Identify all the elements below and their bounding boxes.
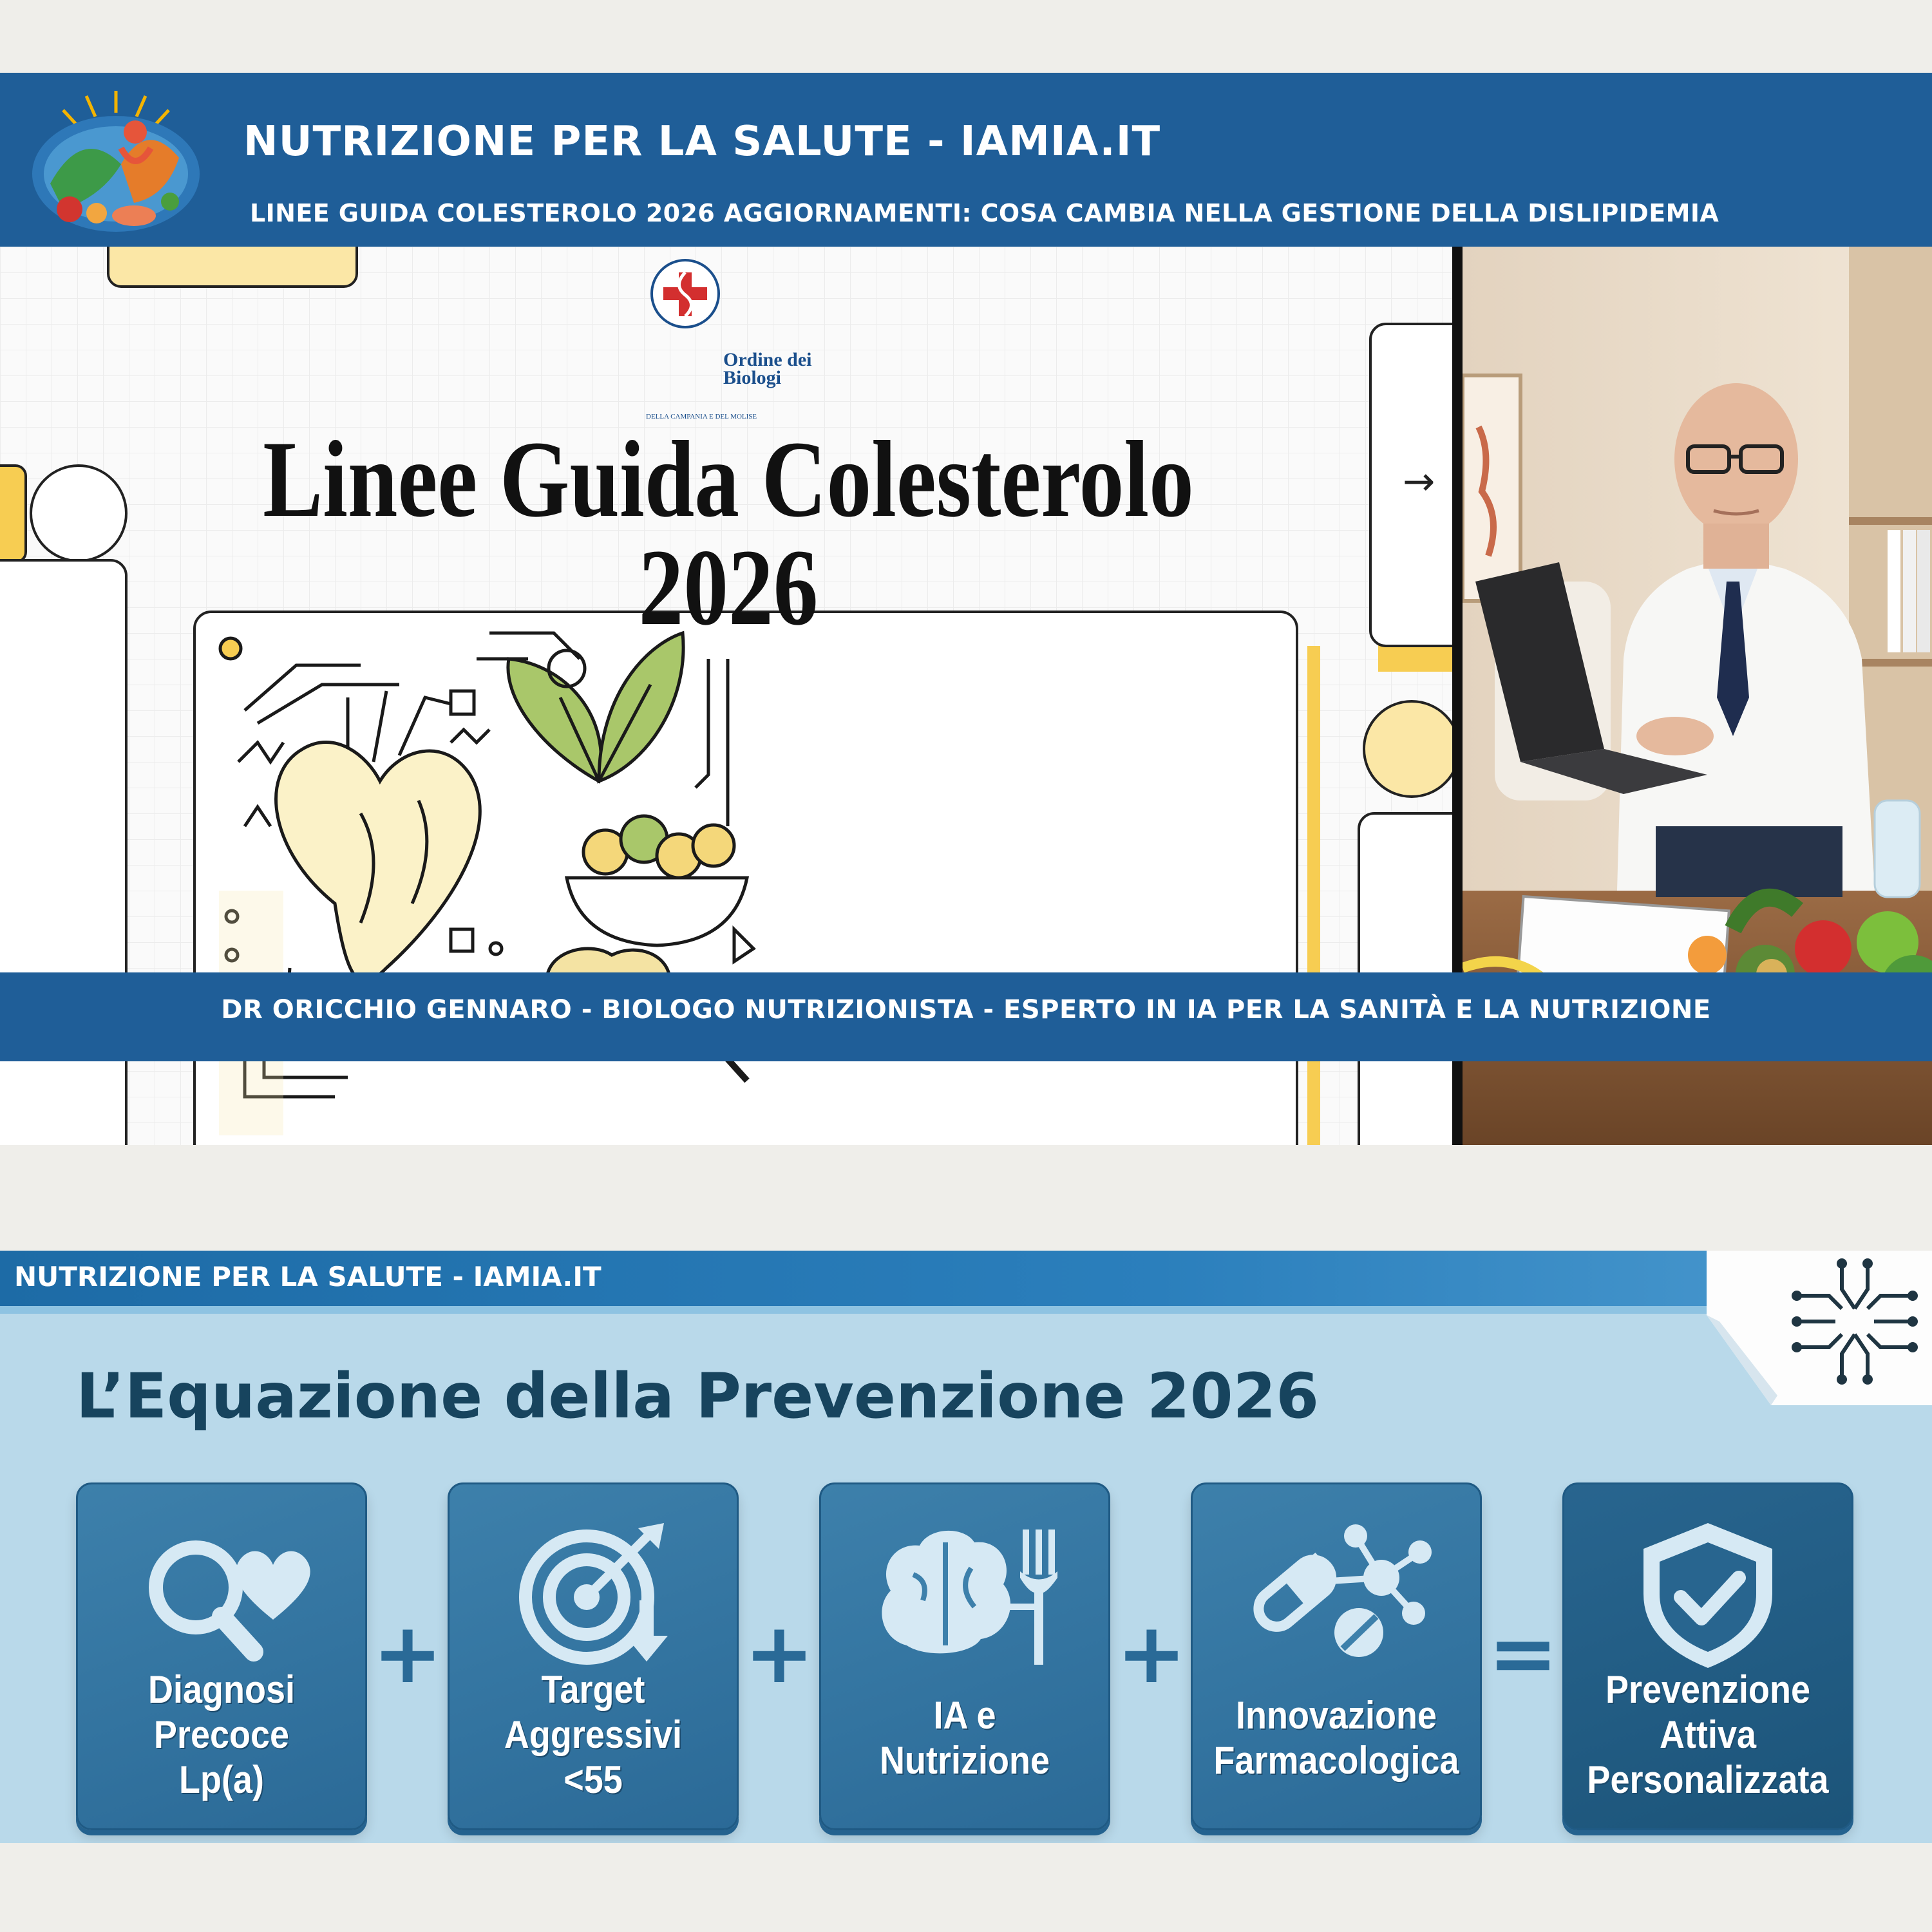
tile-label-line: Aggressivi bbox=[504, 1713, 683, 1756]
tile-label-line: Prevenzione bbox=[1605, 1668, 1811, 1711]
brain-fork-icon bbox=[868, 1517, 1061, 1671]
tile-label-line: Nutrizione bbox=[879, 1739, 1050, 1782]
shield-check-icon bbox=[1611, 1517, 1804, 1671]
slide-title-line2: 2026 bbox=[638, 527, 819, 648]
tile-label-line: Target bbox=[541, 1668, 645, 1711]
badge-line2: Biologi bbox=[723, 367, 782, 388]
tile-label-line: Precoce bbox=[153, 1713, 290, 1756]
tile-label-line: Farmacologica bbox=[1213, 1739, 1459, 1782]
top-card bbox=[0, 73, 1932, 1159]
magnifier-heart-icon bbox=[125, 1517, 318, 1671]
badge-line1: Ordine dei bbox=[723, 349, 812, 370]
banner-stripe bbox=[0, 1306, 1932, 1314]
tile-label-line: Attiva bbox=[1659, 1713, 1757, 1756]
tile-label-line: Lp(a) bbox=[179, 1758, 264, 1801]
tile-label-innovazione bbox=[1207, 1693, 1465, 1783]
site-title: NUTRIZIONE PER LA SALUTE - IAMIA.IT bbox=[243, 118, 1161, 166]
author-credit: DR ORICCHIO GENNARO - BIOLOGO NUTRIZIONISTA - ESPERTO IN IA PER LA SANITÀ E LA NUTRIZIONE bbox=[221, 995, 1711, 1025]
pill-molecule-icon bbox=[1240, 1517, 1433, 1671]
tile-ia-nutrizione bbox=[819, 1482, 1110, 1830]
tile-innovazione bbox=[1191, 1482, 1482, 1830]
ordine-biologi-logo bbox=[723, 351, 812, 387]
equation-title: L’Equazione della Prevenzione 2026 bbox=[76, 1360, 1320, 1432]
tile-label-ia bbox=[835, 1693, 1094, 1783]
tile-label-line: Diagnosi bbox=[147, 1668, 296, 1711]
site-logo bbox=[24, 87, 208, 238]
tile-label-line: IA e bbox=[933, 1694, 996, 1737]
tile-label-prevenzione bbox=[1578, 1667, 1837, 1803]
tile-label-line: Personalizzata bbox=[1587, 1758, 1829, 1801]
arrow-right-icon[interactable]: → bbox=[1403, 459, 1435, 504]
tile-diagnosi bbox=[76, 1482, 367, 1830]
slide-title-line1: Linee Guida Colesterolo bbox=[263, 419, 1194, 540]
tile-target bbox=[448, 1482, 739, 1830]
circuit-chip-icon bbox=[1707, 1251, 1932, 1405]
plus-operator: + bbox=[1116, 1604, 1187, 1702]
tile-label-line: <55 bbox=[564, 1758, 623, 1801]
tile-label-line: Innovazione bbox=[1235, 1694, 1437, 1737]
infographic-site-title: NUTRIZIONE PER LA SALUTE - IAMIA.IT bbox=[14, 1261, 601, 1293]
tile-prevenzione bbox=[1562, 1482, 1853, 1830]
target-arrow-icon bbox=[497, 1517, 690, 1671]
tile-label-target bbox=[464, 1667, 722, 1803]
infographic-card bbox=[0, 1251, 1932, 1843]
equals-operator: = bbox=[1488, 1604, 1558, 1702]
article-title: LINEE GUIDA COLESTEROLO 2026 AGGIORNAMENTI: COSA CAMBIA NELLA GESTIONE DELLA DISLIPIDEMIA bbox=[250, 199, 1719, 227]
plus-operator: + bbox=[372, 1604, 443, 1702]
plus-operator: + bbox=[744, 1604, 815, 1702]
ordine-region: DELLA CAMPANIA E DEL MOLISE bbox=[646, 413, 757, 421]
tile-label-diagnosi bbox=[92, 1667, 350, 1803]
